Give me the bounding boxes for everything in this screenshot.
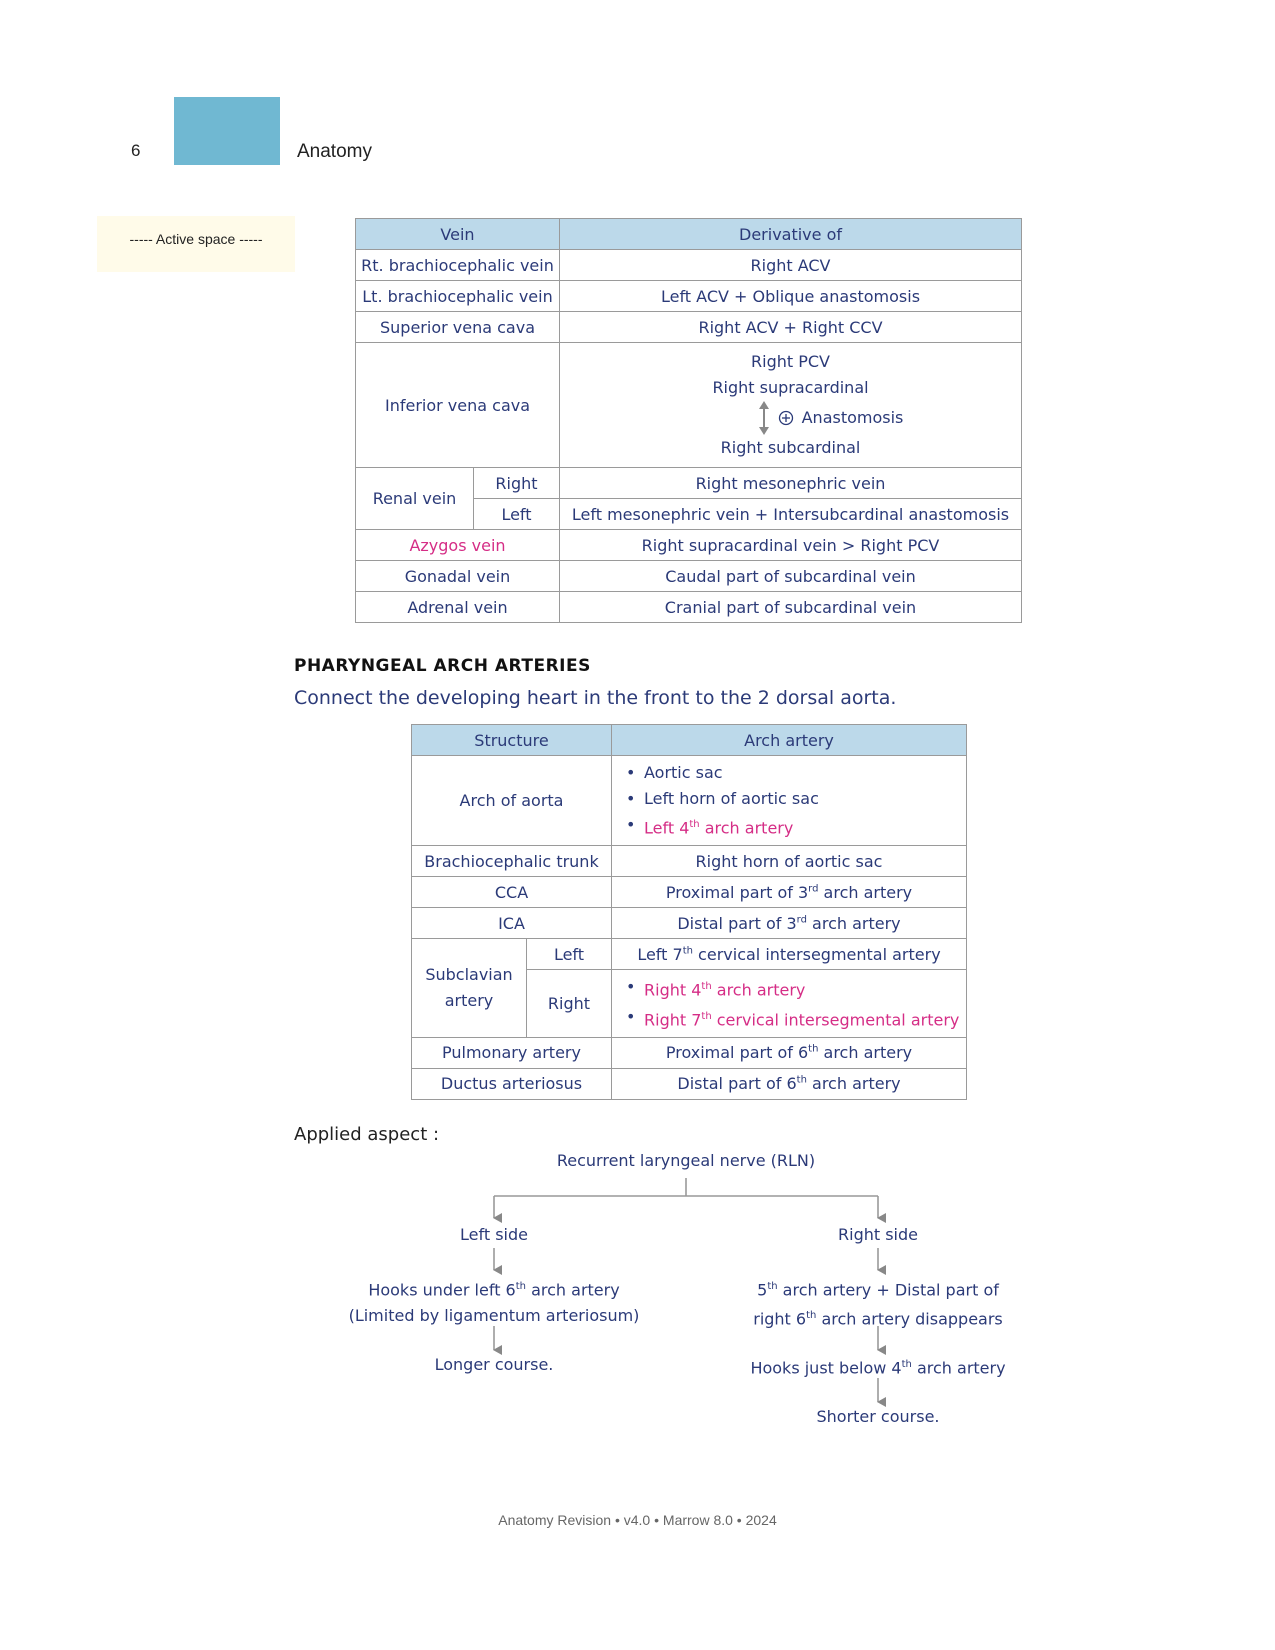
arch-artery: Proximal part of 6th arch artery — [612, 1037, 967, 1068]
anastomosis-label: Anastomosis — [801, 408, 904, 427]
side-label: Left — [474, 499, 560, 530]
vein-name: Gonadal vein — [356, 561, 560, 592]
vein-derivative: Right ACV — [560, 250, 1022, 281]
vein-name: Inferior vena cava — [356, 343, 560, 468]
right-disappear-line-2: right 6th arch artery disappears — [753, 1309, 1003, 1329]
vein-name: Adrenal vein — [356, 592, 560, 623]
vein-derivative: Left mesonephric vein + Intersubcardinal anastomosis — [560, 499, 1022, 530]
right-result-node: Shorter course. — [816, 1407, 940, 1426]
left-hook-line-2: (Limited by ligamentum arteriosum) — [348, 1306, 640, 1326]
list-item: • Aortic sac — [626, 760, 962, 786]
arch-artery: Distal part of 3rd arch artery — [612, 908, 967, 939]
side-label: Right — [474, 468, 560, 499]
arch-artery: Right horn of aortic sac — [612, 846, 967, 877]
vein-derivative: Cranial part of subcardinal vein — [560, 592, 1022, 623]
left-result-node: Longer course. — [434, 1355, 554, 1374]
list-item: • Right 4th arch artery — [626, 974, 962, 1003]
vein-name: Azygos vein — [356, 530, 560, 561]
arch-artery: Distal part of 6th arch artery — [612, 1068, 967, 1099]
left-hook-line-1: Hooks under left 6th arch artery — [368, 1280, 620, 1300]
section-intro: Connect the developing heart in the front to the 2 dorsal aorta. — [294, 687, 897, 709]
ivc-line-2: Right supracardinal — [712, 378, 869, 397]
vein-name: Superior vena cava — [356, 312, 560, 343]
left-side-node: Left side — [460, 1225, 528, 1244]
list-item: • Left 4th arch artery — [626, 812, 962, 841]
vein-derivative: Left ACV + Oblique anastomosis — [560, 281, 1022, 312]
header-title: Anatomy — [297, 141, 372, 162]
list-item: • Left horn of aortic sac — [626, 786, 962, 812]
list-item: • Right 7th cervical intersegmental artery — [626, 1004, 962, 1033]
applied-aspect-label: Applied aspect : — [294, 1124, 440, 1145]
page-number: 6 — [131, 141, 141, 160]
vein-name: Renal vein — [356, 468, 474, 530]
structure-name: Pulmonary artery — [412, 1037, 612, 1068]
vein-derivative: Right supracardinal vein > Right PCV — [560, 530, 1022, 561]
right-disappear-line-1: 5th arch artery + Distal part of — [757, 1280, 999, 1300]
side-label: Right — [527, 970, 612, 1038]
column-header-structure: Structure — [412, 725, 612, 756]
vein-derivative: Caudal part of subcardinal vein — [560, 561, 1022, 592]
side-label: Left — [527, 939, 612, 970]
column-header-vein: Vein — [356, 219, 560, 250]
right-side-node: Right side — [838, 1225, 918, 1244]
structure-name: Arch of aorta — [412, 756, 612, 846]
structure-name: CCA — [412, 877, 612, 908]
column-header-arch-artery: Arch artery — [612, 725, 967, 756]
ivc-line-3: Right subcardinal — [720, 438, 861, 457]
structure-name: Brachiocephalic trunk — [412, 846, 612, 877]
right-hook-node: Hooks just below 4th arch artery — [750, 1358, 1006, 1378]
structure-name: ICA — [412, 908, 612, 939]
vein-derivative: Right mesonephric vein — [560, 468, 1022, 499]
arch-artery: Left 7th cervical intersegmental artery — [612, 939, 967, 970]
vein-name: Rt. brachiocephalic vein — [356, 250, 560, 281]
page-footer: Anatomy Revision • v4.0 • Marrow 8.0 • 2024 — [498, 1512, 777, 1528]
left-hook-node — [314, 1274, 674, 1329]
active-space-note: ----- Active space ----- — [97, 216, 295, 272]
section-heading: PHARYNGEAL ARCH ARTERIES — [294, 656, 591, 676]
ivc-line-1: Right PCV — [751, 352, 830, 371]
structure-name: Ductus arteriosus — [412, 1068, 612, 1099]
arch-artery: Proximal part of 3rd arch artery — [612, 877, 967, 908]
flowchart-root-node: Recurrent laryngeal nerve (RLN) — [556, 1151, 816, 1170]
column-header-derivative: Derivative of — [560, 219, 1022, 250]
vein-name: Lt. brachiocephalic vein — [356, 281, 560, 312]
structure-name: Subclavian artery — [412, 939, 527, 1038]
right-disappear-node — [718, 1274, 1038, 1333]
vein-derivative: Right ACV + Right CCV — [560, 312, 1022, 343]
